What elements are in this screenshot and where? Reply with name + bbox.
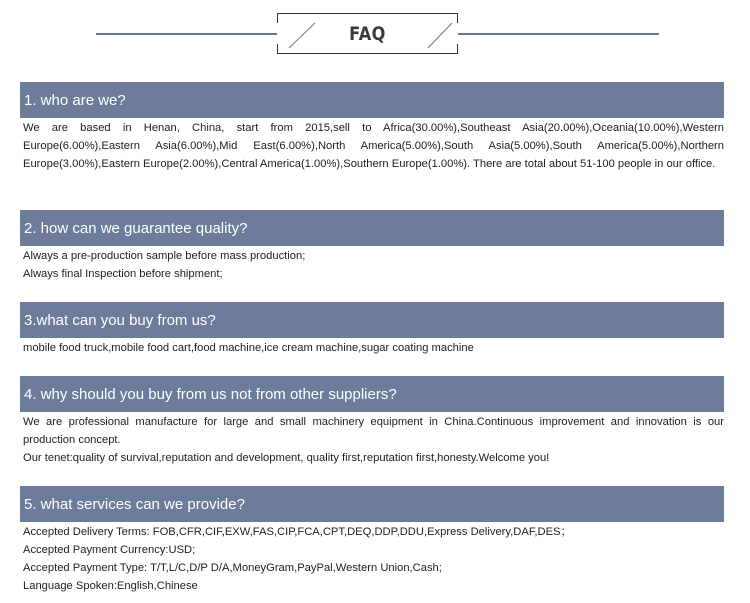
- section-heading: 1. who are we?: [20, 82, 724, 118]
- answer-line: Always final Inspection before shipment;: [23, 268, 223, 280]
- answer-text: We are based in Henan, China, start from 2015,sell to Africa(30.00%),Southeast Asia(20.00%),Oceania(10.00%),Western Europe(6.00%),Eastern Asia(6.00%),Mid East(6.00%),North America(5.00%),South Asia(5.00%),South America(5.00%),Northern Europe(3.00%),Eastern Europe(2.00%),Central America(1.00%),Southern Europe(1.00%). There are total about 51-100 people in our office.: [23, 122, 724, 170]
- faq-section-who-are-we: [20, 82, 724, 173]
- answer-line: mobile food truck,mobile food cart,food machine,ice cream machine,sugar coating machine: [23, 342, 474, 354]
- section-heading: 3.what can you buy from us?: [20, 302, 724, 338]
- answer-line: Our tenet:quality of survival,reputation and development, quality first,reputation first,honesty.Welcome you!: [23, 452, 550, 464]
- section-heading: 2. how can we guarantee quality?: [20, 210, 724, 246]
- section-heading: 5. what services can we provide?: [20, 486, 724, 522]
- faq-rule-left: [96, 33, 282, 35]
- faq-rule-right: [454, 33, 659, 35]
- section-body: [20, 246, 724, 283]
- answer-line: Language Spoken:English,Chinese: [23, 580, 198, 592]
- answer-line: Always a pre-production sample before mass production;: [23, 250, 306, 262]
- section-body: [20, 522, 724, 595]
- answer-line: Accepted Payment Currency:USD;: [23, 544, 196, 556]
- faq-section-why-us: [20, 376, 724, 467]
- faq-section-quality: [20, 210, 724, 283]
- answer-line: Accepted Payment Type: T/T,L/C,D/P D/A,MoneyGram,PayPal,Western Union,Cash;: [23, 562, 442, 574]
- section-body: [20, 338, 724, 357]
- answer-line: We are professional manufacture for large and small machinery equipment in China.Continuous improvement and innovation is our production concept.: [23, 416, 724, 446]
- section-body: [20, 118, 724, 173]
- section-body: [20, 412, 724, 467]
- page-title: FAQ: [349, 23, 386, 45]
- faq-section-services: [20, 486, 724, 595]
- answer-line: Accepted Delivery Terms: FOB,CFR,CIF,EXW,FAS,CIP,FCA,CPT,DEQ,DDP,DDU,Express Delivery,DAF,DES；: [23, 526, 572, 538]
- faq-title-box: [277, 13, 458, 54]
- faq-section-products: [20, 302, 724, 357]
- section-heading: 4. why should you buy from us not from other suppliers?: [20, 376, 724, 412]
